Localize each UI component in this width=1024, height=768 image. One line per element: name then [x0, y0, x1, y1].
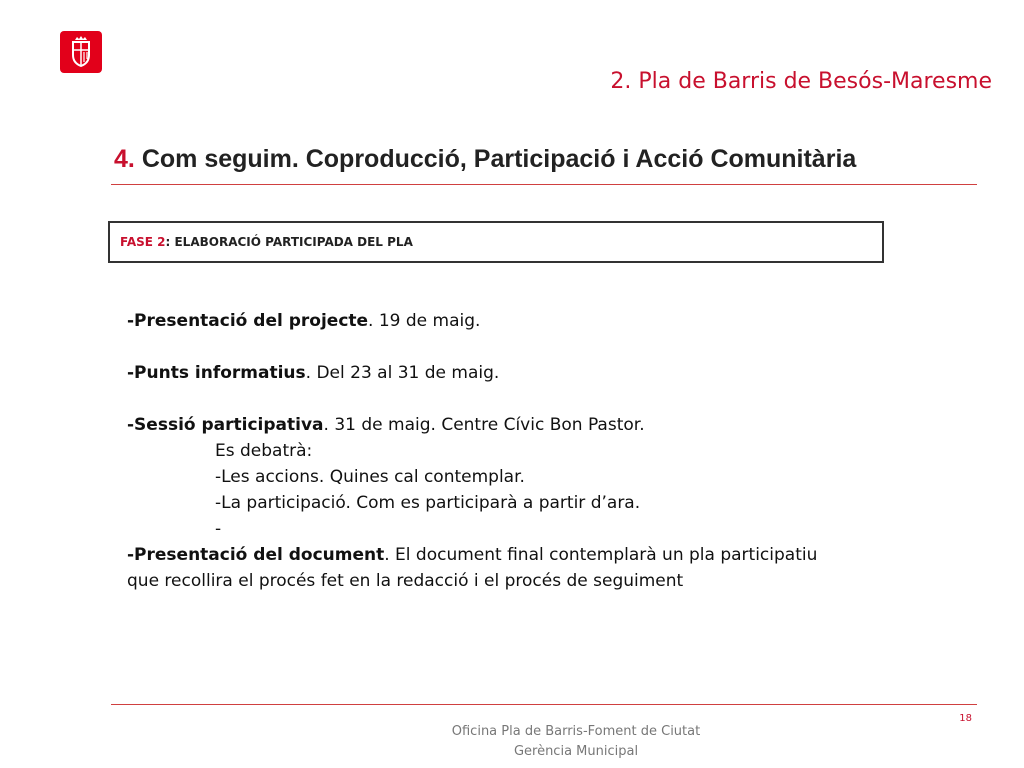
- footer-divider: [111, 704, 977, 705]
- phase-separator: :: [165, 235, 171, 249]
- list-item: [127, 308, 927, 334]
- barcelona-city-seal-icon: [60, 31, 102, 73]
- section-number: 4.: [114, 145, 135, 173]
- phase-label: FASE 2: [120, 235, 166, 249]
- list-item: [127, 412, 927, 438]
- phase-box: [108, 221, 884, 263]
- debate-intro: Es debatrà:: [215, 441, 313, 461]
- phase-title: ELABORACIÓ PARTICIPADA DEL PLA: [174, 235, 413, 249]
- debate-item: -La participació. Com es participarà a partir d’ara.: [215, 493, 641, 513]
- item-detail: . Del 23 al 31 de maig.: [305, 363, 500, 383]
- item-title: -Punts informatius: [127, 363, 306, 383]
- item-title: -Presentació del document: [127, 545, 385, 565]
- debate-item: -: [215, 519, 222, 539]
- list-item: [127, 360, 927, 386]
- city-logo: [60, 31, 102, 73]
- list-item: [127, 542, 927, 568]
- footer-line-office: Oficina Pla de Barris-Foment de Ciutat: [451, 724, 701, 739]
- section-title: [114, 145, 856, 174]
- debate-item: -Les accions. Quines cal contemplar.: [215, 467, 525, 487]
- header-title: 2. Pla de Barris de Besós-Maresme: [610, 69, 992, 94]
- phase-heading: [120, 235, 413, 249]
- item-detail: . 31 de maig. Centre Cívic Bon Pastor.: [323, 415, 645, 435]
- title-divider: [111, 184, 977, 185]
- section-title-text: Com seguim. Coproducció, Participació i Acció Comunitària: [141, 145, 857, 173]
- item-detail: . El document final contemplarà un pla participatiu: [384, 545, 818, 565]
- footer: [0, 722, 1024, 762]
- content-body: [127, 308, 927, 594]
- item-title: -Sessió participativa: [127, 415, 324, 435]
- list-item-continuation: que recollira el procés fet en la redacció i el procés de seguiment: [127, 571, 684, 591]
- page-number: 18: [959, 713, 972, 724]
- footer-line-department: Gerència Municipal: [513, 744, 639, 759]
- item-detail: . 19 de maig.: [368, 311, 481, 331]
- item-title: -Presentació del projecte: [127, 311, 369, 331]
